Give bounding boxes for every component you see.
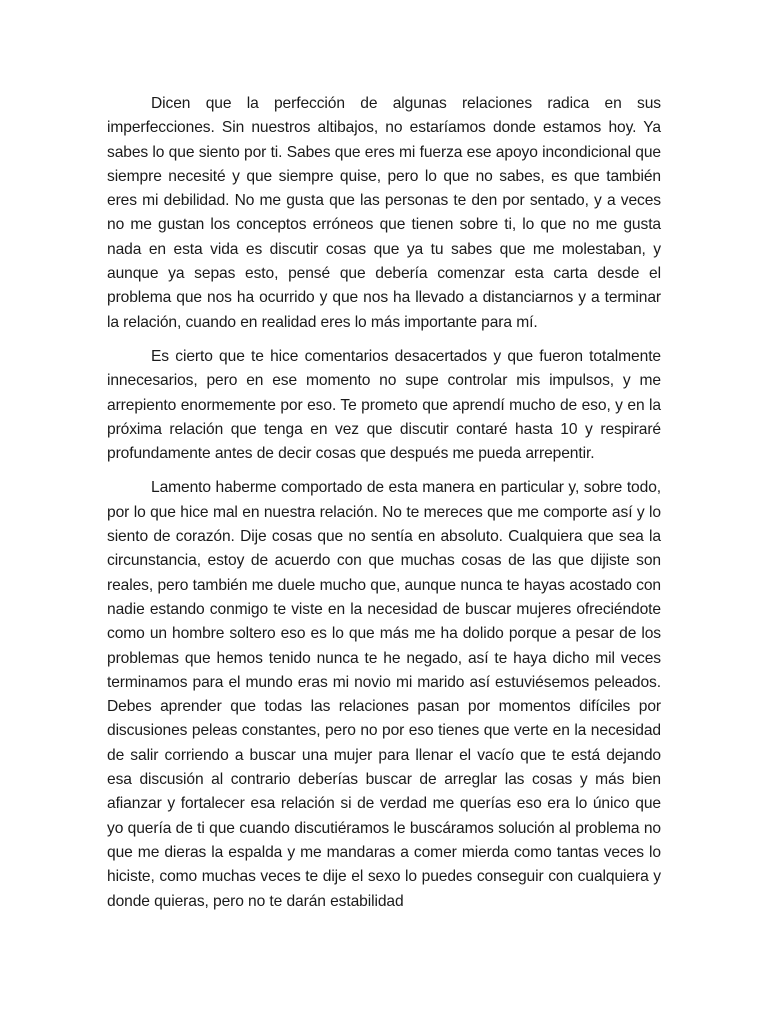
paragraph-2: Es cierto que te hice comentarios desacertados y que fueron totalmente innecesarios, pero en ese momento no supe controlar mis impulsos, y me arrepiento enormemente por eso. Te prometo que aprendí mucho de eso, y en la próxima relación que tenga en vez que discutir contaré hasta 10 y respiraré profundamente antes de decir cosas que después me pueda arrepentir. [107, 347, 661, 463]
paragraph-3: Lamento haberme comportado de esta manera en particular y, sobre todo, por lo que hice mal en nuestra relación. No te mereces que me comporte así y lo siento de corazón. Dije cosas que no sentía en absoluto. Cualquiera que sea la circunstancia, estoy de acuerdo con que muchas cosas de las que dijiste son reales, pero también me duele mucho que, aunque nunca te hayas acostado con nadie estando conmigo te viste en la necesidad de buscar mujeres ofreciéndote como un hombre soltero eso es lo que más me ha dolido porque a pesar de los problemas que hemos tenido nunca te he negado, así te haya dicho mil veces terminamos para el mundo eras mi novio mi marido así estuviésemos peleados. Debes aprender que todas las relaciones pasan por momentos difíciles por discusiones peleas constantes, pero no por eso tienes que verte en la necesidad de salir corriendo a buscar una mujer para llenar el vacío que te está dejando esa discusión al contrario deberías buscar de arreglar las cosas y más bien afianzar y fortalecer esa relación si de verdad me querías eso era lo único que yo quería de ti que cuando discutiéramos le buscáramos solución al problema no que me dieras la espalda y me mandaras a comer mierda como tantas veces lo hiciste, como muchas veces te dije el sexo lo puedes conseguir con cualquiera y donde quieras, pero no te darán estabilidad [107, 479, 661, 910]
paragraph-1: Dicen que la perfección de algunas relaciones radica en sus imperfecciones. Sin nuestros altibajos, no estaríamos donde estamos hoy. Ya sabes lo que siento por ti. Sabes que eres mi fuerza ese apoyo incondicional que siempre necesité y que siempre quise, pero lo que no sabes, es que también eres mi debilidad. No me gusta que las personas te den por sentado, y a veces no me gustan los conceptos erróneos que tienen sobre ti, lo que no me gusta nada en esta vida es discutir cosas que ya tu sabes que me molestaban, y aunque ya sepas esto, pensé que debería comenzar esta carta desde el problema que nos ha ocurrido y que nos ha llevado a distanciarnos y a terminar la relación, cuando en realidad eres lo más importante para mí. [107, 95, 661, 331]
